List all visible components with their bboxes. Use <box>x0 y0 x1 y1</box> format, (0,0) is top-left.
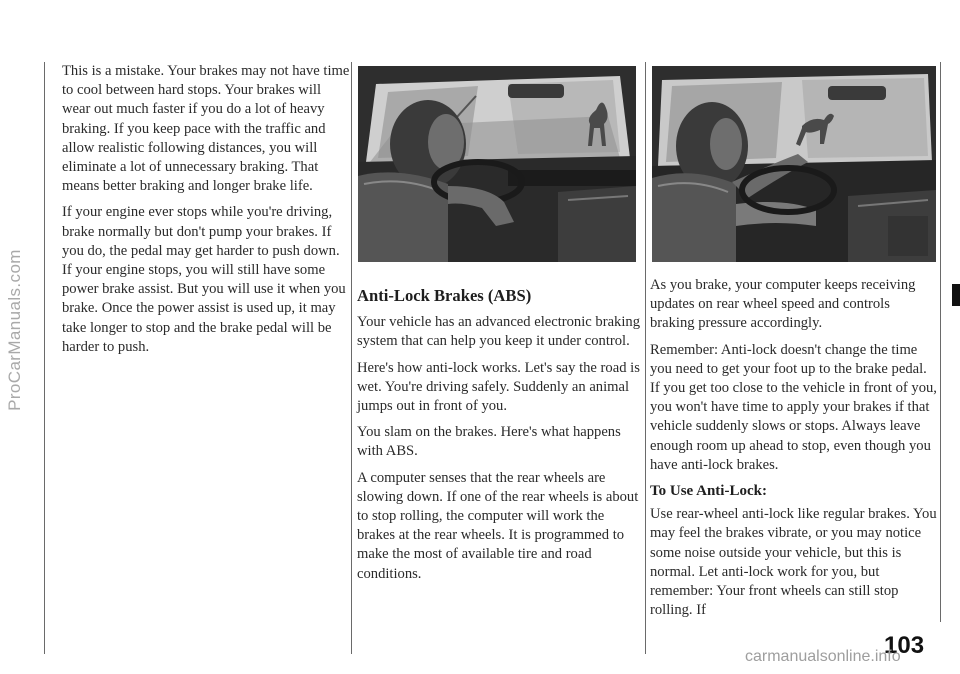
illustration-animal-in-road <box>358 66 636 262</box>
paragraph: Remember: Anti-lock doesn't change the time you need to get your foot up to the brake pedal. If you get too close to the vehicle in front of you, you won't have time to apply your brakes if that vehicle suddenly slows or stops. Always leave enough room up ahead to stop, even though you have anti-lock brakes. <box>650 341 937 473</box>
paragraph: Your vehicle has an advanced electronic braking system that can help you keep it under control. <box>357 314 640 350</box>
column-rule-edge <box>940 62 941 622</box>
paragraph: You slam on the brakes. Here's what happens with ABS. <box>357 424 621 460</box>
section-tab-marker <box>952 284 960 306</box>
column-rule-right <box>645 62 646 654</box>
paragraph: As you brake, your computer keeps receiving updates on rear wheel speed and controls braking pressure accordingly. <box>650 277 916 332</box>
illustration-braking-driver <box>652 66 936 262</box>
footer-watermark: carmanualsonline.info <box>745 648 901 665</box>
paragraph: This is a mistake. Your brakes may not have time to cool between hard stops. Your brakes will wear out much faster if you do a lot of heavy braking. If you keep pace with the traffic and allow realistic following distances, you will eliminate a lot of unnecessary braking. That means better braking and longer brake life. <box>62 63 350 195</box>
column-1 <box>62 62 350 364</box>
paragraph: If your engine ever stops while you're driving, brake normally but don't pump your brakes. If you do, the pedal may get harder to push down. If your engine stops, you will still have some power brake assist. But you will use it when you brake. Once the power assist is used up, it may take longer to stop and the brake pedal will be harder to push. <box>62 204 346 355</box>
column-3 <box>650 276 938 627</box>
paragraph: A computer senses that the rear wheels are slowing down. If one of the rear wheels is about to stop rolling, the computer will work the brakes at the rear wheels. It is programmed to make the most of available tire and road conditions. <box>357 469 639 582</box>
column-2 <box>357 280 641 591</box>
paragraph: Use rear-wheel anti-lock like regular brakes. You may feel the brakes vibrate, or you may notice some noise outside your vehicle, but this is normal. Let anti-lock work for you, but remember: Your front wheels can still stop rolling. If <box>650 506 937 619</box>
page-number: 103 <box>884 632 925 659</box>
side-watermark <box>2 100 28 560</box>
paragraph: Here's how anti-lock works. Let's say the road is wet. You're driving safely. Suddenly an animal jumps out in front of you. <box>357 359 640 415</box>
illustration-braking-svg <box>652 66 936 262</box>
side-watermark-text: ProCarManuals.com <box>5 249 24 411</box>
illustration-animal-svg <box>358 66 636 262</box>
column-rule-left <box>44 62 45 654</box>
subheading-to-use-anti-lock: To Use Anti-Lock: <box>650 483 767 500</box>
column-rule-middle <box>351 62 352 654</box>
section-heading-abs: Anti-Lock Brakes (ABS) <box>357 286 532 305</box>
